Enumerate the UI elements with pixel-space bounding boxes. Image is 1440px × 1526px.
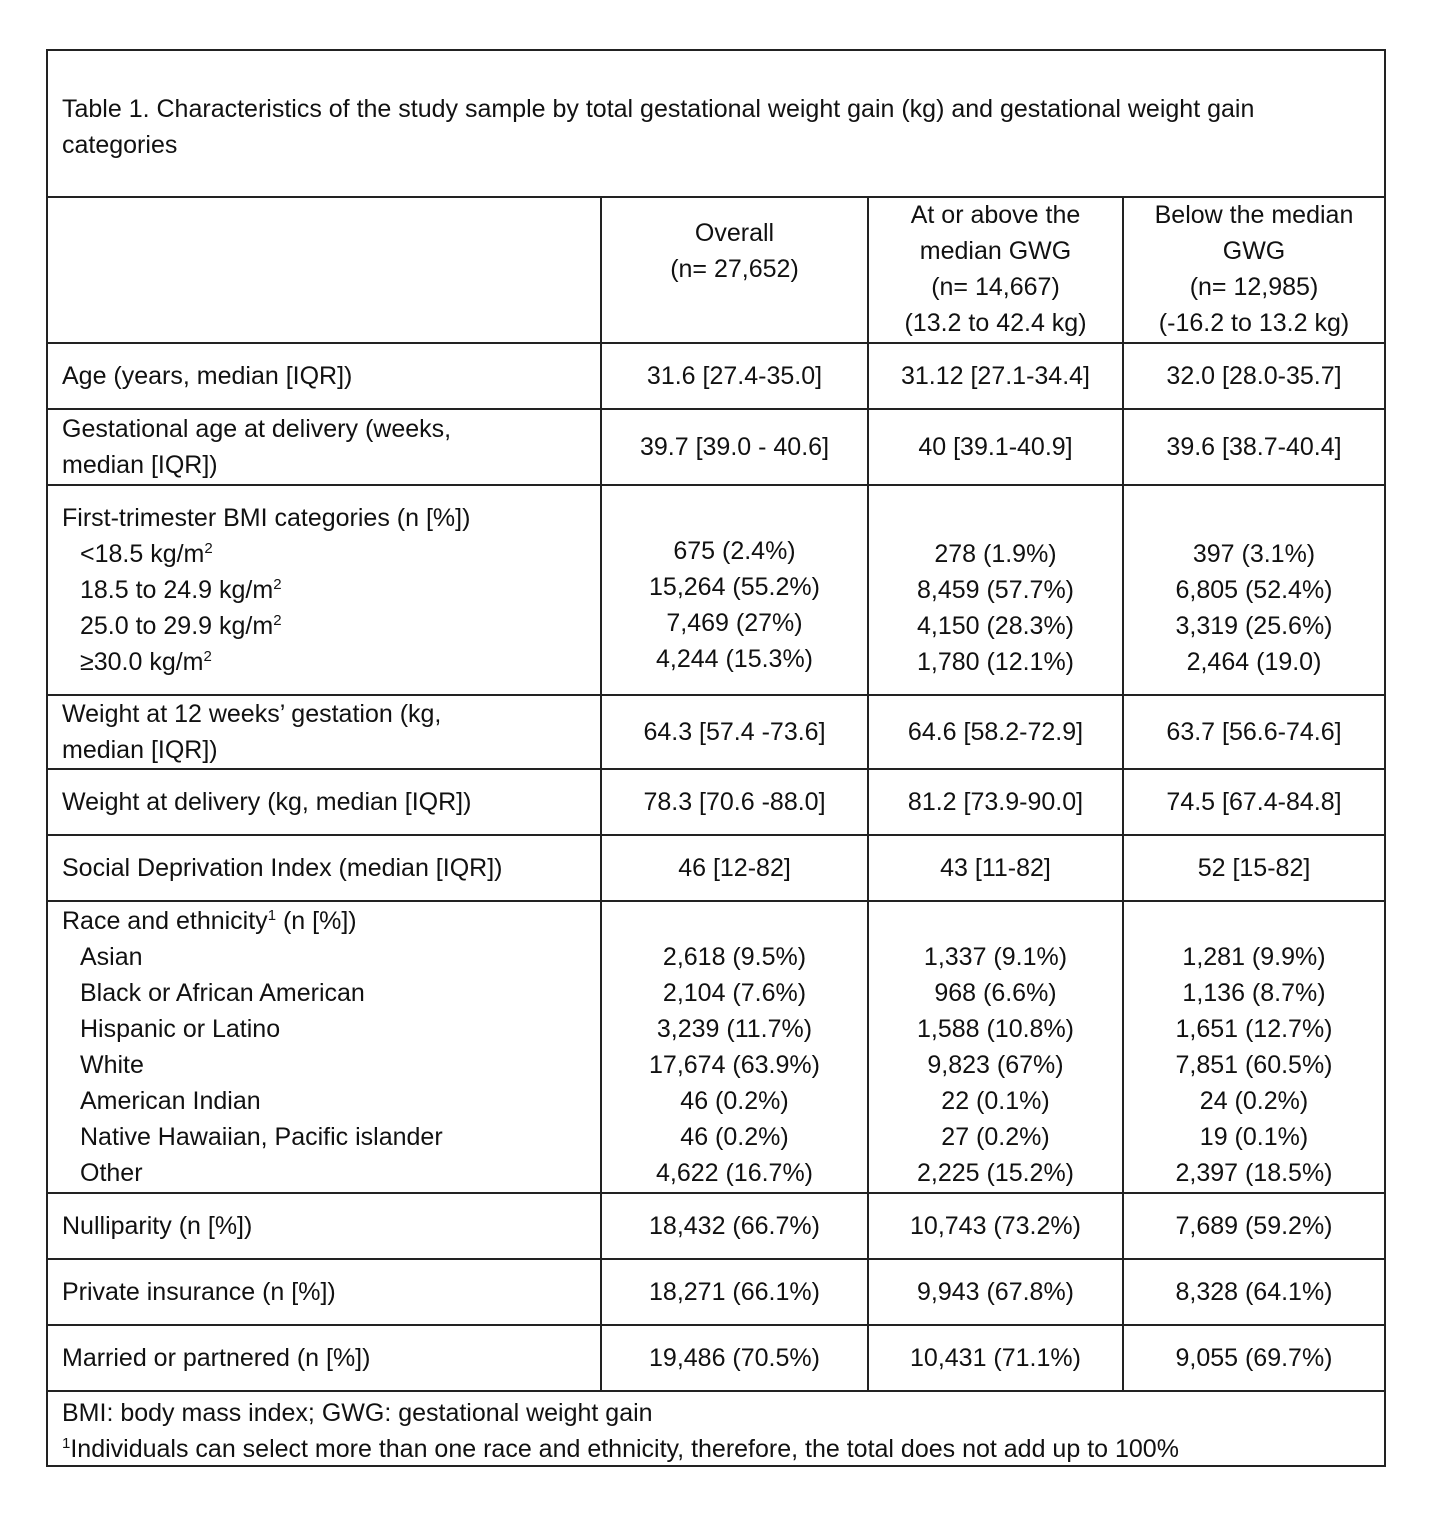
bmi-label-25-29-9: 25.0 to 29.9 $kg/m^2$ — [80, 612, 282, 640]
below-median-value: 52 [15-82] — [1123, 835, 1384, 901]
below-median-value: 8,328 (64.1%) — [1123, 1259, 1384, 1325]
header-above-median: At or above the median GWG (n= 14,667) (13.2 to 42.4 kg) — [868, 196, 1123, 343]
below-median-value: 32.0 [28.0-35.7] — [1123, 343, 1384, 409]
overall-value: 78.3 [70.6 -88.0] — [601, 769, 868, 835]
above-median-value: 81.2 [73.9-90.0] — [868, 769, 1123, 835]
overall-value: 18,432 (66.7%) — [601, 1193, 868, 1259]
row-label: First-trimester BMI categories (n [%]) <18.5 $kg/m^2$ 18.5 to 24.9 $kg/m^2$ 25.0 to 29.9 $kg/m^2$ ≥30.0 $kg/m^2$ — [48, 485, 601, 695]
row-label: Married or partnered (n [%]) — [48, 1325, 601, 1391]
header-label-cell — [48, 196, 601, 343]
row-weight-12-weeks — [48, 695, 1384, 769]
above-median-value: 40 [39.1-40.9] — [868, 409, 1123, 485]
row-gestational-age — [48, 409, 1384, 485]
table-footnotes — [48, 1393, 1384, 1465]
above-median-value: 43 [11-82] — [868, 835, 1123, 901]
row-label: Nulliparity (n [%]) — [48, 1193, 601, 1259]
overall-value: 64.3 [57.4 -73.6] — [601, 695, 868, 769]
row-label: Weight at 12 weeks’ gestation (kg, median [IQR]) — [48, 695, 601, 769]
row-race-ethnicity — [48, 901, 1384, 1193]
race-footnote: $^1$Individuals can select more than one race and ethnicity, therefore, the total does not add up to 100% — [62, 1435, 1179, 1463]
row-married — [48, 1325, 1384, 1391]
header-row — [48, 196, 1384, 343]
below-median-value: 74.5 [67.4-84.8] — [1123, 769, 1384, 835]
row-label: Private insurance (n [%]) — [48, 1259, 601, 1325]
above-median-value: 64.6 [58.2-72.9] — [868, 695, 1123, 769]
row-label: Weight at delivery (kg, median [IQR]) — [48, 769, 601, 835]
above-median-value: 10,743 (73.2%) — [868, 1193, 1123, 1259]
race-label-black: Black or African American — [80, 979, 365, 1007]
overall-value: 31.6 [27.4-35.0] — [601, 343, 868, 409]
above-median-value: 278 (1.9%) 8,459 (57.7%) 4,150 (28.3%) 1,780 (12.1%) — [868, 485, 1123, 695]
race-label-white: White — [80, 1051, 144, 1079]
row-label: Age (years, median [IQR]) — [48, 343, 601, 409]
bmi-label-under-18-5: <18.5 $kg/m^2$ — [80, 540, 213, 568]
table-frame — [46, 49, 1386, 1467]
bmi-label-18-5-24-9: 18.5 to 24.9 $kg/m^2$ — [80, 576, 282, 604]
below-median-value: 39.6 [38.7-40.4] — [1123, 409, 1384, 485]
bmi-label-30-plus: ≥30.0 $kg/m^2$ — [80, 648, 212, 676]
row-label: Social Deprivation Index (median [IQR]) — [48, 835, 601, 901]
below-median-value: 7,689 (59.2%) — [1123, 1193, 1384, 1259]
row-age — [48, 343, 1384, 409]
below-median-value: 63.7 [56.6-74.6] — [1123, 695, 1384, 769]
overall-value: 46 [12-82] — [601, 835, 868, 901]
overall-value: 2,618 (9.5%) 2,104 (7.6%) 3,239 (11.7%) 17,674 (63.9%) 46 (0.2%) 46 (0.2%) 4,622 (16.7%) — [601, 901, 868, 1193]
row-label: Race and ethnicity$^1$ (n [%]) Asian Black or African American Hispanic or Latino White American Indian Native Hawaiian, Pacific islander Other — [48, 901, 601, 1193]
below-median-value: 9,055 (69.7%) — [1123, 1325, 1384, 1391]
overall-value: 39.7 [39.0 - 40.6] — [601, 409, 868, 485]
race-label-american-indian: American Indian — [80, 1087, 261, 1115]
above-median-value: 31.12 [27.1-34.4] — [868, 343, 1123, 409]
abbreviation-note: BMI: body mass index; GWG: gestational weight gain — [62, 1399, 653, 1427]
race-label-asian: Asian — [80, 943, 143, 971]
row-weight-delivery — [48, 769, 1384, 835]
below-median-value: 1,281 (9.9%) 1,136 (8.7%) 1,651 (12.7%) 7,851 (60.5%) 24 (0.2%) 19 (0.1%) 2,397 (18.5%) — [1123, 901, 1384, 1193]
row-label: Gestational age at delivery (weeks, median [IQR]) — [48, 409, 601, 485]
race-label-other: Other — [80, 1159, 143, 1187]
above-median-value: 1,337 (9.1%) 968 (6.6%) 1,588 (10.8%) 9,823 (67%) 22 (0.1%) 27 (0.2%) 2,225 (15.2%) — [868, 901, 1123, 1193]
overall-value: 18,271 (66.1%) — [601, 1259, 868, 1325]
table-caption: Table 1. Characteristics of the study sample by total gestational weight gain (kg) and gestational weight gain categories — [48, 51, 1384, 198]
row-social-deprivation-index — [48, 835, 1384, 901]
header-overall: Overall (n= 27,652) — [601, 196, 868, 343]
characteristics-table — [48, 196, 1384, 1392]
above-median-value: 9,943 (67.8%) — [868, 1259, 1123, 1325]
row-nulliparity — [48, 1193, 1384, 1259]
row-bmi-categories — [48, 485, 1384, 695]
overall-value: 675 (2.4%) 15,264 (55.2%) 7,469 (27%) 4,244 (15.3%) — [601, 485, 868, 695]
row-private-insurance — [48, 1259, 1384, 1325]
below-median-value: 397 (3.1%) 6,805 (52.4%) 3,319 (25.6%) 2,464 (19.0) — [1123, 485, 1384, 695]
above-median-value: 10,431 (71.1%) — [868, 1325, 1123, 1391]
race-label-hispanic: Hispanic or Latino — [80, 1015, 281, 1043]
header-below-median: Below the median GWG (n= 12,985) (-16.2 to 13.2 kg) — [1123, 196, 1384, 343]
race-label-native-hawaiian: Native Hawaiian, Pacific islander — [80, 1123, 443, 1151]
overall-value: 19,486 (70.5%) — [601, 1325, 868, 1391]
